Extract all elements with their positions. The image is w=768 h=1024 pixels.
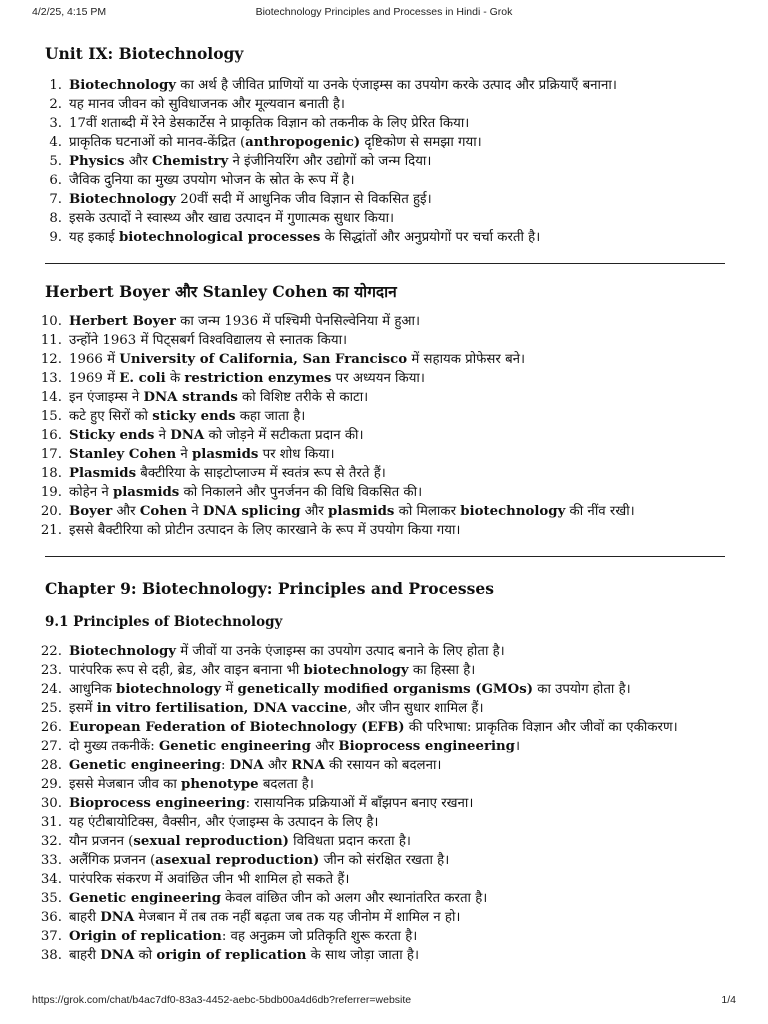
list-item-text: 1969 में E. coli के restriction enzymes पर अध्ययन किया। [69,371,425,386]
list-item [45,228,735,247]
print-footer [0,994,768,1014]
list-item-number: 18. [40,466,62,481]
list-item-number: 11. [40,333,62,348]
list-item-number: 16. [40,428,62,443]
list-item [40,661,735,680]
list-item-number: 8. [49,211,62,226]
list-item [40,794,735,813]
list-item-number: 17. [40,447,62,462]
list-item-text: इसके उत्पादों ने स्वास्थ्य और खाद्य उत्पादन में गुणात्मक सुधार किया। [69,211,395,226]
list-item-text: Biotechnology का अर्थ है जीवित प्राणियों या उनके एंजाइम्स का उपयोग करके उत्पाद और प्रक्रियाएँ बनाना। [69,78,617,93]
list-item-number: 12. [40,352,62,367]
list-item-text: इससे बैक्टीरिया को प्रोटीन उत्पादन के लिए कारखाने के रूप में उपयोग किया गया। [69,523,461,538]
list-item-number: 21. [40,523,62,538]
list-item-text: Herbert Boyer का जन्म 1936 में पश्चिमी पेनसिल्वेनिया में हुआ। [69,314,421,329]
list-item [40,642,735,661]
list-item-text: Physics और Chemistry ने इंजीनियरिंग और उद्योगों को जन्म दिया। [69,154,432,169]
list-item [40,813,735,832]
numbered-list [40,642,735,965]
list-item-text: पारंपरिक संकरण में अवांछित जीन भी शामिल हो सकते हैं। [69,872,350,887]
list-item [40,312,735,331]
section-chapter-9 [40,579,735,965]
list-item-number: 5. [49,154,62,169]
list-item-number: 27. [40,739,62,754]
list-item-number: 34. [40,872,62,887]
list-item [40,889,735,908]
list-item-text: Biotechnology 20वीं सदी में आधुनिक जीव विज्ञान से विकसित हुई। [69,192,432,207]
list-item [40,426,735,445]
list-item-number: 30. [40,796,62,811]
page-number: 1/4 [721,994,736,1006]
list-item [45,190,735,209]
list-item-number: 32. [40,834,62,849]
list-item [40,331,735,350]
list-item-number: 13. [40,371,62,386]
list-item-text: इससे मेजबान जीव का phenotype बदलता है। [69,777,314,792]
list-item-number: 37. [40,929,62,944]
section-divider [45,556,725,557]
list-item [45,95,735,114]
list-item [40,756,735,775]
list-item-text: यह मानव जीवन को सुविधाजनक और मूल्यवान बनाती है। [69,97,345,112]
list-item-text: Boyer और Cohen ने DNA splicing और plasmids को मिलाकर biotechnology की नींव रखी। [69,504,635,519]
list-item [40,680,735,699]
list-item [45,152,735,171]
list-item-text: इन एंजाइम्स ने DNA strands को विशिष्ट तरीके से काटा। [69,390,369,405]
list-item [40,464,735,483]
list-item-number: 26. [40,720,62,735]
list-item-text: यौन प्रजनन (sexual reproduction) विविधता प्रदान करता है। [69,834,411,849]
list-item [45,133,735,152]
section-boyer-cohen [40,282,735,540]
list-item [45,209,735,228]
list-item-text: Genetic engineering: DNA और RNA की रसायन को बदलना। [69,758,442,773]
list-item-text: कटे हुए सिरों को sticky ends कहा जाता है। [69,409,306,424]
list-item [40,388,735,407]
list-item [40,407,735,426]
list-item-text: Plasmids बैक्टीरिया के साइटोप्लाज्म में स्वतंत्र रूप से तैरते हैं। [69,466,386,481]
list-item [40,350,735,369]
list-item-number: 3. [49,116,62,131]
list-item [45,76,735,95]
list-item-number: 25. [40,701,62,716]
list-item-number: 22. [40,644,62,659]
list-item [40,521,735,540]
list-item-number: 35. [40,891,62,906]
list-item-text: European Federation of Biotechnology (EFB) की परिभाषा: प्राकृतिक विज्ञान और जीवों का एकीकरण। [69,720,678,735]
print-datetime: 4/2/25, 4:15 PM [32,6,107,18]
list-item-text: यह एंटीबायोटिक्स, वैक्सीन, और एंजाइम्स के उत्पादन के लिए है। [69,815,379,830]
list-item [40,908,735,927]
section-subheading: 9.1 Principles of Biotechnology [45,614,283,630]
list-item-number: 36. [40,910,62,925]
list-item-number: 4. [49,135,62,150]
section-heading: Chapter 9: Biotechnology: Principles and Processes [45,579,494,598]
list-item-text: आधुनिक biotechnology में genetically modified organisms (GMOs) का उपयोग होता है। [69,682,631,697]
list-item-number: 10. [40,314,62,329]
list-item-text: Genetic engineering केवल वांछित जीन को अलग और स्थानांतरित करता है। [69,891,488,906]
list-item [40,718,735,737]
list-item-text: जैविक दुनिया का मुख्य उपयोग भोजन के स्रोत के रूप में है। [69,173,355,188]
list-item-text: Stanley Cohen ने plasmids पर शोध किया। [69,447,335,462]
list-item [40,445,735,464]
list-item-text: Origin of replication: वह अनुक्रम जो प्रतिकृति शुरू करता है। [69,929,418,944]
list-item-number: 14. [40,390,62,405]
list-item-number: 9. [49,230,62,245]
list-item-number: 7. [49,192,62,207]
list-item-number: 28. [40,758,62,773]
list-item-number: 29. [40,777,62,792]
list-item-number: 15. [40,409,62,424]
list-item-number: 20. [40,504,62,519]
list-item-text: अलैंगिक प्रजनन (asexual reproduction) जीन को संरक्षित रखता है। [69,853,450,868]
list-item [40,832,735,851]
document-content [40,44,735,965]
list-item-number: 2. [49,97,62,112]
list-item [40,699,735,718]
list-item-number: 23. [40,663,62,678]
list-item-text: इसमें in vitro fertilisation, DNA vaccine, और जीन सुधार शामिल हैं। [69,701,484,716]
list-item-number: 24. [40,682,62,697]
list-item-number: 19. [40,485,62,500]
print-url: https://grok.com/chat/b4ac7df0-83a3-4452-aebc-5bdb00a4d6db?referrer=website [32,994,412,1006]
list-item [45,171,735,190]
list-item-text: उन्होंने 1963 में पिट्सबर्ग विश्वविद्यालय से स्नातक किया। [69,333,348,348]
list-item [40,870,735,889]
list-item-text: पारंपरिक रूप से दही, ब्रेड, और वाइन बनाना भी biotechnology का हिस्सा है। [69,663,476,678]
print-title: Biotechnology Principles and Processes in Hindi - Grok [255,6,513,18]
list-item-text: 17वीं शताब्दी में रेने डेसकार्टेस ने प्राकृतिक विज्ञान को तकनीक के लिए प्रेरित किया। [69,116,470,131]
list-item-text: बाहरी DNA को origin of replication के साथ जोड़ा जाता है। [69,948,420,963]
numbered-list [40,312,735,540]
list-item-text: 1966 में University of California, San Francisco में सहायक प्रोफेसर बने। [69,352,526,367]
list-item-number: 33. [40,853,62,868]
list-item-text: यह इकाई biotechnological processes के सिद्धांतों और अनुप्रयोगों पर चर्चा करती है। [69,230,541,245]
list-item-number: 38. [40,948,62,963]
section-heading: Unit IX: Biotechnology [45,44,244,63]
list-item [40,851,735,870]
list-item [40,775,735,794]
list-item-text: बाहरी DNA मेजबान में तब तक नहीं बढ़ता जब तक यह जीनोम में शामिल न हो। [69,910,461,925]
list-item-text: Biotechnology में जीवों या उनके एंजाइम्स का उपयोग उत्पाद बनाने के लिए होता है। [69,644,505,659]
list-item-number: 31. [40,815,62,830]
list-item-text: प्राकृतिक घटनाओं को मानव-केंद्रित (anthropogenic) दृष्टिकोण से समझा गया। [69,135,482,150]
list-item [40,927,735,946]
list-item-text: Sticky ends ने DNA को जोड़ने में सटीकता प्रदान की। [69,428,364,443]
list-item-text: दो मुख्य तकनीकें: Genetic engineering और Bioprocess engineering। [69,739,521,754]
list-item [40,946,735,965]
list-item-text: कोहेन ने plasmids को निकालने और पुनर्जनन की विधि विकसित की। [69,485,423,500]
list-item-number: 6. [49,173,62,188]
section-heading: Herbert Boyer और Stanley Cohen का योगदान [45,282,397,301]
list-item [45,114,735,133]
section-unit-ix [45,44,735,247]
list-item-number: 1. [49,78,62,93]
numbered-list [45,76,735,247]
print-header [0,0,768,22]
list-item [40,502,735,521]
list-item [40,483,735,502]
list-item-text: Bioprocess engineering: रासायनिक प्रक्रियाओं में बाँझपन बनाए रखना। [69,796,474,811]
list-item [40,369,735,388]
section-divider [45,263,725,264]
list-item [40,737,735,756]
